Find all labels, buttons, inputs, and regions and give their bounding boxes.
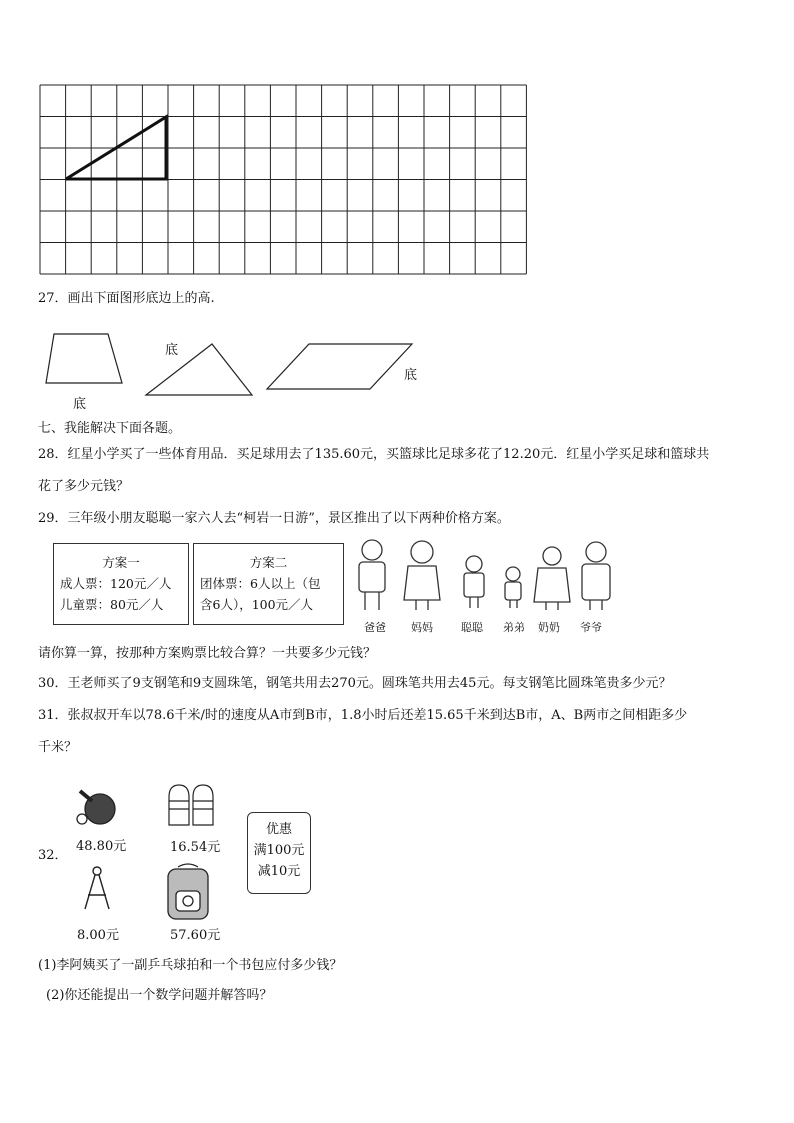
parallelogram-base-label: 底 bbox=[404, 368, 418, 383]
promo-box bbox=[247, 812, 311, 894]
school-bag-icon bbox=[160, 861, 216, 923]
question-32-number: 32． bbox=[38, 848, 68, 863]
question-27: 27．画出下面图形底边上的高. bbox=[38, 291, 215, 306]
family-label-mom: 妈妈 bbox=[411, 621, 433, 634]
grandma-figure bbox=[534, 547, 570, 610]
family-label-brother: 弟弟 bbox=[503, 621, 525, 634]
section-7-heading: 七、我能解决下面各题。 bbox=[38, 421, 182, 436]
question-30: 30．王老师买了9支钢笔和9支圆珠笔，钢笔共用去270元。圆珠笔共用去45元。每支钢笔比圆珠笔贵多少元？ bbox=[38, 676, 672, 691]
promo-threshold: 满100元 bbox=[253, 843, 305, 858]
promo-title: 优惠 bbox=[265, 822, 292, 837]
question-31-line1: 31．张叔叔开车以78.6千米/时的速度从A市到B市，1.8小时后还差15.65千米到达B市，A、B两市之间相距多少 bbox=[38, 708, 688, 723]
trapezoid-shape bbox=[46, 334, 122, 383]
family-label-grandma: 奶奶 bbox=[538, 621, 560, 634]
question-28-line1: 28．红星小学买了一些体育用品．买足球用去了135.60元，买篮球比足球多花了12.20元．红星小学买足球和篮球共 bbox=[38, 447, 710, 462]
father-figure bbox=[359, 540, 385, 610]
bag-price: 57.60元 bbox=[170, 928, 221, 943]
triangle-shape bbox=[146, 344, 252, 395]
plan-two-title: 方案二 bbox=[249, 555, 288, 570]
question-28-line2: 花了多少元钱？ bbox=[38, 479, 130, 494]
question-31-line2: 千米？ bbox=[38, 740, 78, 755]
plan-two-box bbox=[193, 543, 344, 625]
family-label-grandpa: 爷爷 bbox=[580, 621, 602, 634]
plan-two-line1: 团体票：6人以上（包 bbox=[200, 576, 321, 591]
gloves-icon bbox=[163, 781, 219, 831]
plan-one-box bbox=[53, 543, 189, 625]
triangle-base-label: 底 bbox=[165, 343, 179, 358]
compass-icon bbox=[80, 865, 114, 915]
parallelogram-shape bbox=[267, 344, 412, 389]
paddle-price: 48.80元 bbox=[76, 839, 127, 854]
brother-figure bbox=[505, 567, 521, 608]
mother-figure bbox=[404, 541, 440, 610]
plan-two-line2: 含6人），100元／人 bbox=[200, 597, 314, 612]
family-label-dad: 爸爸 bbox=[364, 621, 386, 634]
family-label-congcong: 聪聪 bbox=[461, 621, 483, 634]
family-illustration bbox=[350, 538, 620, 616]
trapezoid-base-label: 底 bbox=[73, 397, 87, 412]
compass-price: 8.00元 bbox=[77, 928, 119, 943]
plan-one-child: 儿童票：80元／人 bbox=[60, 597, 164, 612]
question-29: 29．三年级小朋友聪聪一家六人去“柯岩一日游”，景区推出了以下两种价格方案。 bbox=[38, 511, 510, 526]
promo-discount: 减10元 bbox=[257, 864, 301, 879]
grid-triangle-figure bbox=[39, 84, 531, 278]
grandpa-figure bbox=[582, 542, 610, 610]
gloves-price: 16.54元 bbox=[170, 840, 221, 855]
question-32-part1: (1)李阿姨买了一副乒乓球拍和一个书包应付多少钱？ bbox=[38, 958, 343, 973]
question-32-part2: (2)你还能提出一个数学问题并解答吗？ bbox=[46, 988, 273, 1003]
q27-shapes bbox=[40, 328, 440, 413]
ping-pong-paddle-icon bbox=[72, 783, 120, 831]
plan-one-adult: 成人票：120元／人 bbox=[60, 576, 172, 591]
congcong-figure bbox=[464, 556, 484, 608]
plan-one-title: 方案一 bbox=[102, 555, 140, 570]
question-29-ask: 请你算一算，按那种方案购票比较合算？一共要多少元钱？ bbox=[38, 646, 377, 661]
